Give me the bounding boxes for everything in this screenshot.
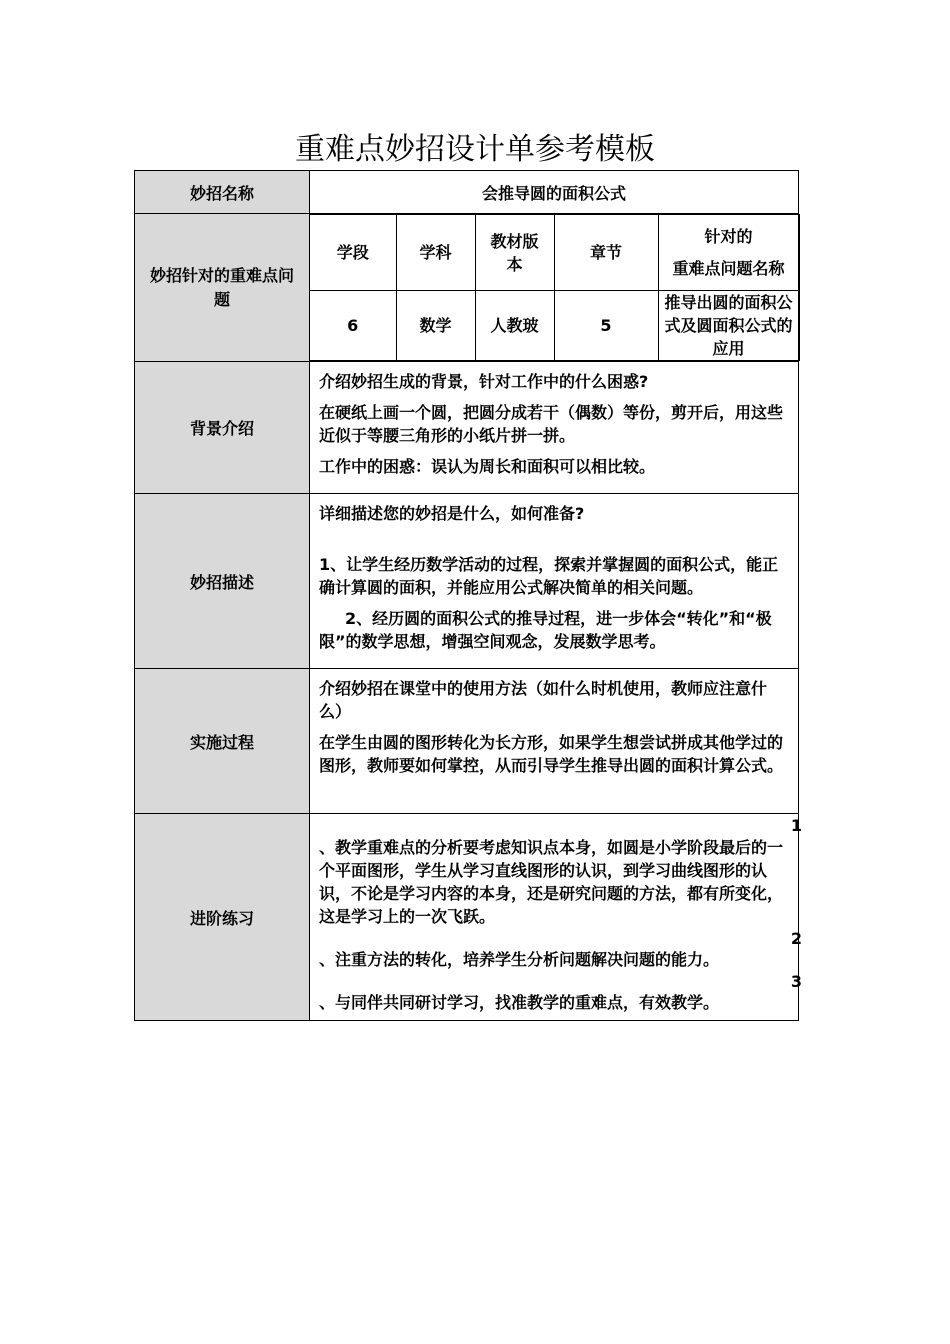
- header-edition: 教材版本: [475, 215, 554, 291]
- header-subject: 学科: [396, 215, 475, 291]
- background-text: 在硬纸上画一个圆，把圆分成若干（偶数）等份，剪开后，用这些近似于等腰三角形的小纸片拼一拼。: [319, 403, 784, 445]
- description-item-1: 1、让学生经历数学活动的过程，探索并掌握圆的面积公式，能正确计算圆的面积，并能应用公式解决简单的相关问题。: [319, 555, 779, 597]
- page-title: 重难点妙招设计单参考模板: [295, 132, 655, 167]
- process-label: 实施过程: [135, 669, 310, 814]
- row-description: [135, 494, 799, 669]
- header-problem-line2: 重难点问题名称: [672, 259, 785, 278]
- process-text: 在学生由圆的图形转化为长方形，如果学生想尝试拼成其他学过的图形，教师要如何掌控，从而引导学生推导出圆的面积计算公式。: [319, 733, 784, 775]
- practice-item-3: 、与同伴共同研讨学习，找准教学的重难点，有效教学。: [319, 993, 720, 1012]
- practice-number-2: 2: [790, 929, 802, 948]
- header-problem-line1: 针对的: [704, 227, 753, 246]
- practice-number-1: 1: [790, 816, 802, 835]
- row-name: [135, 171, 799, 214]
- value-subject: 数学: [396, 291, 475, 361]
- header-chapter: 章节: [554, 215, 658, 291]
- header-problem: [658, 215, 799, 291]
- background-label: 背景介绍: [135, 362, 310, 494]
- background-prompt: 介绍妙招生成的背景，针对工作中的什么困惑?: [319, 372, 649, 391]
- practice-item-2: 、注重方法的转化，培养学生分析问题解决问题的能力。: [319, 950, 720, 969]
- practice-label: 进阶练习: [135, 814, 310, 1021]
- value-chapter: 5: [554, 291, 658, 361]
- practice-item-1: 、教学重难点的分析要考虑知识点本身，如圆是小学阶段最后的一个平面图形，学生从学习直线图形的认识，到学习曲线图形的认识，不论是学习内容的本身，还是研究问题的方法，都有所变化，这是学习上的一次飞跃。: [319, 838, 784, 926]
- background-confusion: 工作中的困惑：误认为周长和面积可以相比较。: [319, 457, 656, 476]
- description-label: 妙招描述: [135, 494, 310, 669]
- practice-number-3: 3: [790, 972, 802, 991]
- row-practice: [135, 814, 799, 1021]
- description-item-2: 2、经历圆的面积公式的推导过程，进一步体会“转化”和“极限”的数学思想，增强空间观念，发展数学思考。: [319, 609, 772, 651]
- name-value: 会推导圆的面积公式: [310, 171, 799, 214]
- value-problem: 推导出圆的面积公式及圆面积公式的应用: [658, 291, 799, 361]
- target-subtable: [310, 214, 800, 361]
- target-label: 妙招针对的重难点问题: [135, 214, 310, 362]
- design-sheet-table: [134, 170, 802, 1021]
- value-stage: 6: [310, 291, 396, 361]
- row-target: [135, 214, 799, 362]
- value-edition: 人教玻: [475, 291, 554, 361]
- header-stage: 学段: [310, 215, 396, 291]
- row-background: [135, 362, 799, 494]
- row-process: [135, 669, 799, 814]
- process-prompt: 介绍妙招在课堂中的使用方法（如什么时机使用，教师应注意什么）: [319, 679, 768, 721]
- name-label: 妙招名称: [135, 171, 310, 214]
- description-prompt: 详细描述您的妙招是什么，如何准备?: [319, 504, 585, 523]
